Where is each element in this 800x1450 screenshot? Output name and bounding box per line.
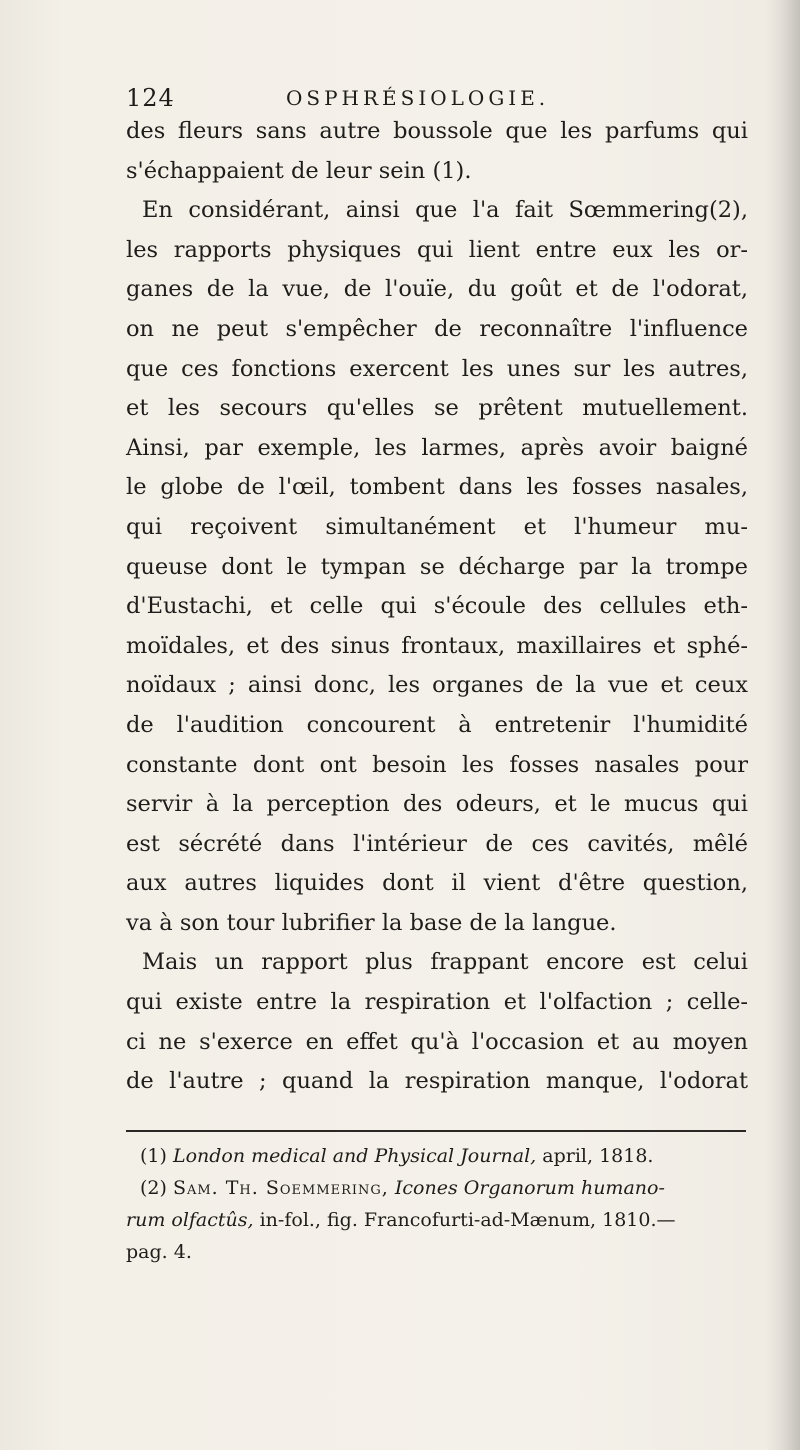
page-edge-shadow: [766, 0, 800, 1450]
text-line: d'Eustachi, et celle qui s'écoule des cellules eth-: [126, 593, 748, 620]
text-line: de l'audition concourent à entretenir l'humidité: [126, 711, 748, 738]
text-line: que ces fonctions exercent les unes sur les autres,: [126, 355, 748, 382]
footnote-2: [126, 1172, 748, 1204]
footnote-title: London medical and Physical Journal,: [172, 1145, 537, 1167]
text-line: va à son tour lubrifier la base de la langue.: [126, 909, 617, 936]
footnote-2-continued: [126, 1204, 748, 1236]
text-line: qui reçoivent simultanément et l'humeur mu-: [126, 513, 748, 540]
text-line: noïdaux ; ainsi donc, les organes de la vue et ceux: [126, 672, 748, 699]
page-header: [126, 84, 746, 114]
footnote-2-page: pag. 4.: [126, 1241, 192, 1263]
text-line: et les secours qu'elles se prêtent mutuellement.: [126, 395, 748, 422]
text-line: s'échappaient de leur sein (1).: [126, 157, 472, 184]
text-line: moïdales, et des sinus frontaux, maxillaires et sphé-: [126, 632, 748, 659]
text-line: ci ne s'exerce en effet qu'à l'occasion et au moyen: [126, 1028, 748, 1055]
text-line: le globe de l'œil, tombent dans les fosses nasales,: [126, 474, 748, 501]
footnote-1: [126, 1140, 748, 1172]
footnote-rule: [126, 1130, 746, 1132]
text-line: servir à la perception des odeurs, et le mucus qui: [126, 791, 748, 818]
footnote-author: Sam. Th. Soemmering,: [172, 1177, 389, 1199]
text-line: est sécrété dans l'intérieur de ces cavités, mêlé: [126, 830, 748, 857]
footnote-marker: (1): [140, 1145, 167, 1167]
text-line: En considérant, ainsi que l'a fait Sœmmering(2),: [142, 197, 748, 224]
text-line: qui existe entre la respiration et l'olfaction ; celle-: [126, 989, 748, 1016]
page-number: 124: [126, 84, 175, 112]
text-line: Mais un rapport plus frappant encore est celui: [142, 949, 748, 976]
text-line: ganes de la vue, de l'ouïe, du goût et de l'odorat,: [126, 276, 748, 303]
footnote-detail: april, 1818.: [542, 1145, 654, 1167]
footnote-detail: in-fol., fig. Francofurti-ad-Mænum, 1810.—: [259, 1209, 676, 1231]
footnote-title: rum olfactûs,: [126, 1209, 254, 1231]
text-line: les rapports physiques qui lient entre eux les or-: [126, 236, 748, 263]
footnotes: [126, 1140, 748, 1268]
text-line: constante dont ont besoin les fosses nasales pour: [126, 751, 748, 778]
text-line: des fleurs sans autre boussole que les parfums qui: [126, 118, 748, 144]
body-text: [126, 112, 748, 1102]
footnote-marker: (2): [140, 1177, 167, 1199]
footnote-title: Icones Organorum humano-: [394, 1177, 665, 1199]
text-line: de l'autre ; quand la respiration manque, l'odorat: [126, 1068, 748, 1095]
text-line: Ainsi, par exemple, les larmes, après avoir baigné: [126, 434, 748, 461]
running-title: OSPHRÉSIOLOGIE.: [286, 86, 550, 110]
text-line: queuse dont le tympan se décharge par la trompe: [126, 553, 748, 580]
text-line: on ne peut s'empêcher de reconnaître l'influence: [126, 315, 748, 342]
text-line: aux autres liquides dont il vient d'être question,: [126, 870, 748, 897]
